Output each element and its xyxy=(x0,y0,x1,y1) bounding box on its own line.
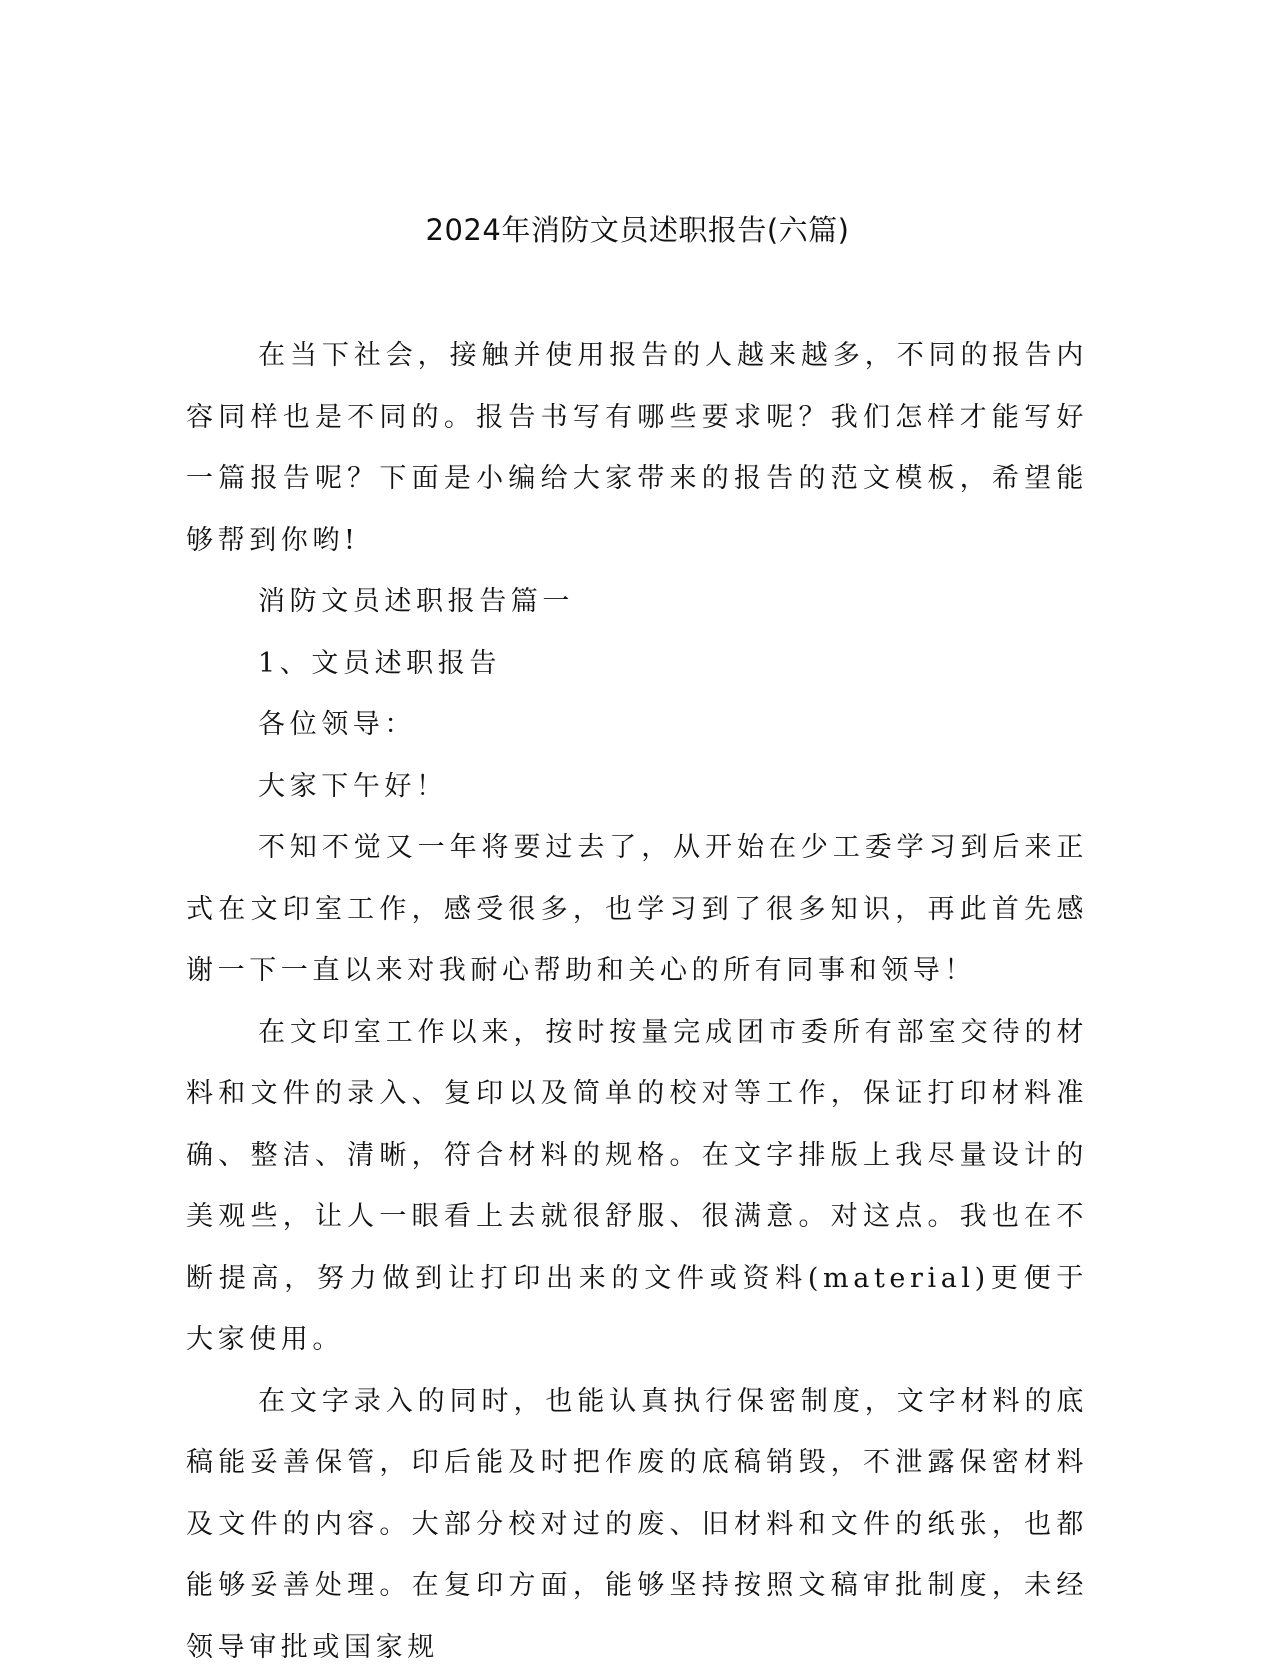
document-title: 2024年消防文员述职报告(六篇) xyxy=(0,210,1275,250)
body-paragraph: 在文印室工作以来，按时按量完成团市委所有部室交待的材料和文件的录入、复印以及简单的校对等工作，保证打印材料准确、整洁、清晰，符合材料的规格。在文字排版上我尽量设计的美观些，让人一眼看上去就很舒服、很满意。对这点。我也在不断提高，努力做到让打印出来的文件或资料(material)更便于大家使用。 xyxy=(186,1002,1088,1371)
intro-paragraph: 在当下社会，接触并使用报告的人越来越多，不同的报告内容同样也是不同的。报告书写有哪些要求呢？我们怎样才能写好一篇报告呢？下面是小编给大家带来的报告的范文模板，希望能够帮到你哟! xyxy=(186,325,1088,571)
greeting: 大家下午好！ xyxy=(186,756,1088,818)
body-paragraph: 在文字录入的同时，也能认真执行保密制度，文字材料的底稿能妥善保管，印后能及时把作废的底稿销毁，不泄露保密材料及文件的内容。大部分校对过的废、旧材料和文件的纸张，也都能够妥善处理。在复印方面，能够坚持按照文稿审批制度，未经领导审批或国家规 xyxy=(186,1371,1088,1678)
section-heading: 消防文员述职报告篇一 xyxy=(186,571,1088,633)
document-body xyxy=(186,325,1088,1678)
subsection-heading: 1、文员述职报告 xyxy=(186,633,1088,695)
salutation: 各位领导： xyxy=(186,694,1088,756)
body-paragraph: 不知不觉又一年将要过去了，从开始在少工委学习到后来正式在文印室工作，感受很多，也学习到了很多知识，再此首先感谢一下一直以来对我耐心帮助和关心的所有同事和领导！ xyxy=(186,817,1088,1002)
